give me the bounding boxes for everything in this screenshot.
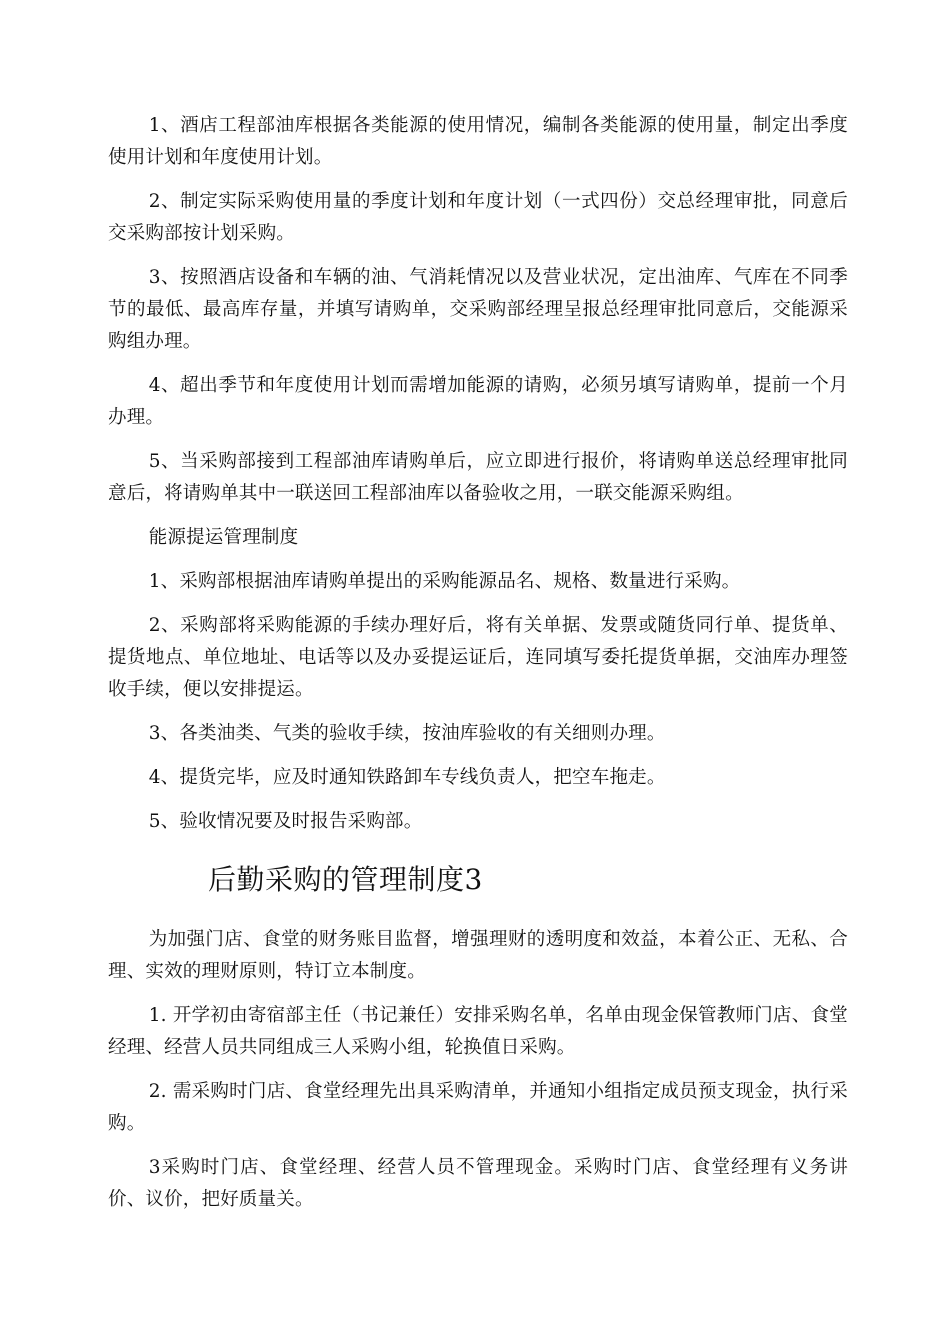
document-body	[108, 110, 848, 1216]
paragraph-purchasing-1: 1. 开学初由寄宿部主任（书记兼任）安排采购名单，名单由现金保管教师门店、食堂经理、经营人员共同组成三人采购小组，轮换值日采购。	[108, 1005, 848, 1058]
paragraph-energy-plan-3: 3、按照酒店设备和车辆的油、气消耗情况以及营业状况，定出油库、气库在不同季节的最低、最高库存量，并填写请购单，交采购部经理呈报总经理审批同意后，交能源采购组办理。	[108, 267, 848, 352]
paragraph-transport-5: 5、验收情况要及时报告采购部。	[148, 811, 423, 832]
section-title-energy-transport: 能源提运管理制度	[148, 527, 299, 548]
paragraph-transport-3: 3、各类油类、气类的验收手续，按油库验收的有关细则办理。	[148, 723, 666, 744]
paragraph-purchasing-3: 3采购时门店、食堂经理、经营人员不管理现金。采购时门店、食堂经理有义务讲价、议价，把好质量关。	[108, 1157, 848, 1210]
paragraph-transport-2: 2、采购部将采购能源的手续办理好后，将有关单据、发票或随货同行单、提货单、提货地点、单位地址、电话等以及办妥提运证后，连同填写委托提货单据，交油库办理签收手续，便以安排提运。	[108, 615, 848, 700]
section-heading-logistics-purchasing: 后勤采购的管理制度3	[208, 863, 483, 896]
paragraph-energy-plan-5: 5、当采购部接到工程部油库请购单后，应立即进行报价，将请购单送总经理审批同意后，将请购单其中一联送回工程部油库以备验收之用，一联交能源采购组。	[108, 451, 848, 504]
paragraph-purchasing-intro: 为加强门店、食堂的财务账目监督，增强理财的透明度和效益，本着公正、无私、合理、实效的理财原则，特订立本制度。	[108, 929, 848, 982]
paragraph-transport-4: 4、提货完毕，应及时通知铁路卸车专线负责人，把空车拖走。	[148, 767, 666, 788]
paragraph-transport-1: 1、采购部根据油库请购单提出的采购能源品名、规格、数量进行采购。	[148, 571, 741, 592]
paragraph-purchasing-2: 2. 需采购时门店、食堂经理先出具采购清单，并通知小组指定成员预支现金，执行采购。	[108, 1081, 848, 1134]
paragraph-energy-plan-4: 4、超出季节和年度使用计划而需增加能源的请购，必须另填写请购单，提前一个月办理。	[108, 375, 848, 428]
paragraph-energy-plan-2: 2、制定实际采购使用量的季度计划和年度计划（一式四份）交总经理审批，同意后交采购部按计划采购。	[108, 191, 848, 244]
paragraph-energy-plan-1: 1、酒店工程部油库根据各类能源的使用情况，编制各类能源的使用量，制定出季度使用计划和年度使用计划。	[108, 115, 848, 168]
